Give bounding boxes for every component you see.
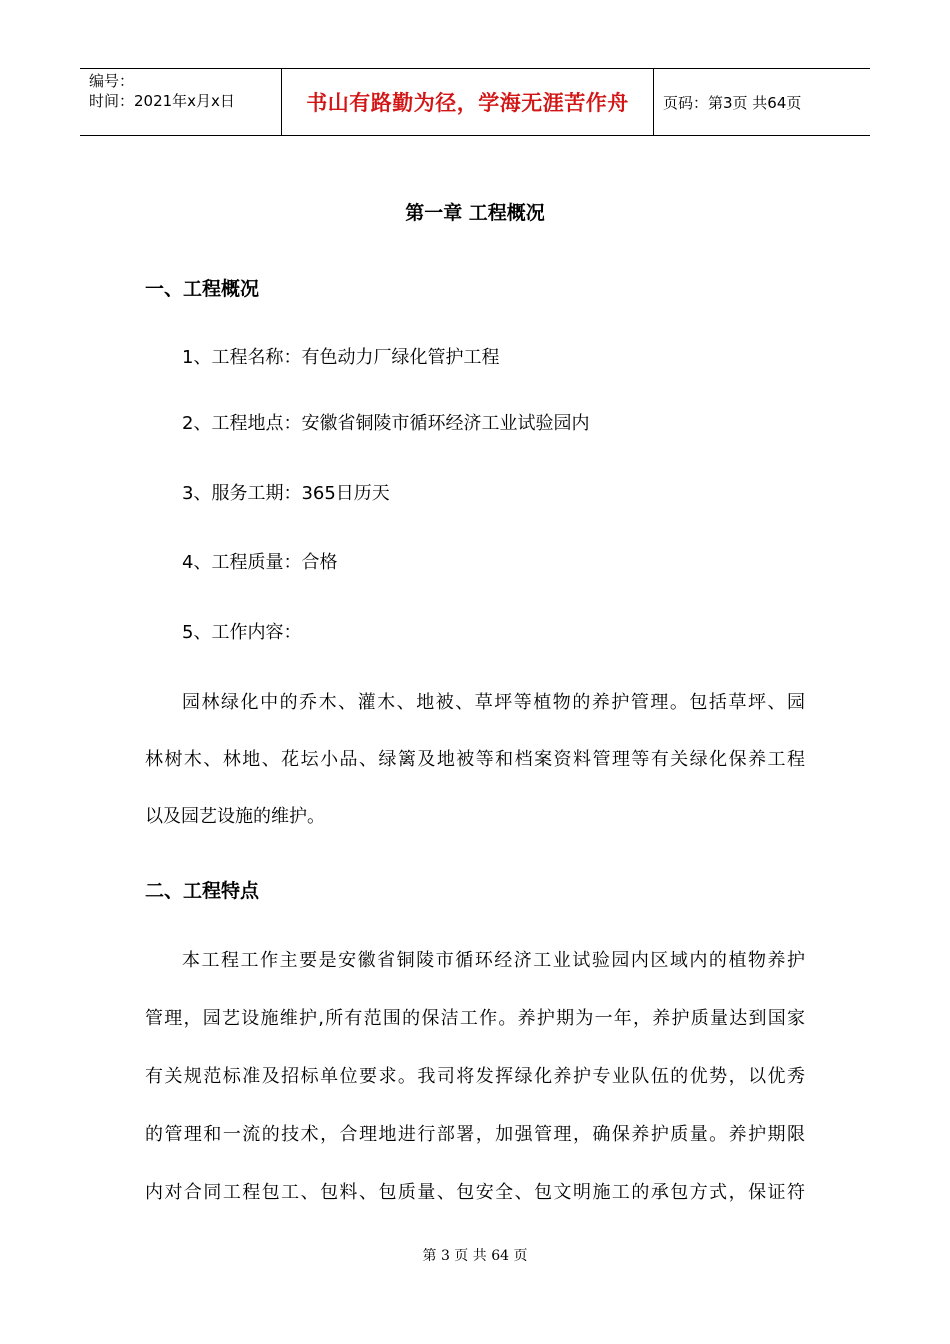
paragraph-line: 本工程工作主要是安徽省铜陵市循环经济工业试验园内区域内的植物养护: [182, 950, 805, 971]
header-page-info: 页码：第3页 共64页: [663, 93, 802, 112]
header-time-label: 时间：2021年x月x日: [89, 92, 235, 110]
paragraph-line: 园林绿化中的乔木、灌木、地被、草坪等植物的养护管理。包括草坪、园: [182, 692, 805, 713]
section-heading-overview: 一、工程概况: [145, 278, 260, 300]
paragraph-line: 内对合同工程包工、包料、包质量、包安全、包文明施工的承包方式，保证符: [145, 1182, 805, 1203]
chapter-title: 第一章 工程概况: [405, 202, 545, 224]
paragraph-line: 林树木、林地、花坛小品、绿篱及地被等和档案资料管理等有关绿化保养工程: [145, 749, 805, 770]
paragraph-line: 的管理和一流的技术，合理地进行部署，加强管理，确保养护质量。养护期限: [145, 1124, 805, 1145]
paragraph-line: 以及园艺设施的维护。: [145, 806, 325, 827]
header-left-cell: [80, 69, 281, 135]
list-item: 4、工程质量：合格: [182, 552, 338, 573]
page-footer: 第 3 页 共 64 页: [422, 1248, 528, 1264]
list-item: 1、工程名称：有色动力厂绿化管护工程: [182, 347, 500, 368]
header-motto: 书山有路勤为径，学海无涯苦作舟: [306, 91, 629, 115]
paragraph-line: 有关规范标准及招标单位要求。我司将发挥绿化养护专业队伍的优势，以优秀: [145, 1066, 805, 1087]
list-item: 5、工作内容：: [182, 622, 302, 643]
paragraph-line: 管理，园艺设施维护,所有范围的保洁工作。养护期为一年，养护质量达到国家: [145, 1008, 805, 1029]
list-item: 3、服务工期：365日历天: [182, 483, 390, 504]
header-motto-cell: [281, 69, 654, 135]
list-item: 2、工程地点：安徽省铜陵市循环经济工业试验园内: [182, 413, 590, 434]
header-page-cell: [654, 69, 870, 135]
page-header: [80, 68, 870, 136]
section-heading-features: 二、工程特点: [145, 880, 260, 902]
header-code-label: 编号：: [89, 72, 135, 90]
